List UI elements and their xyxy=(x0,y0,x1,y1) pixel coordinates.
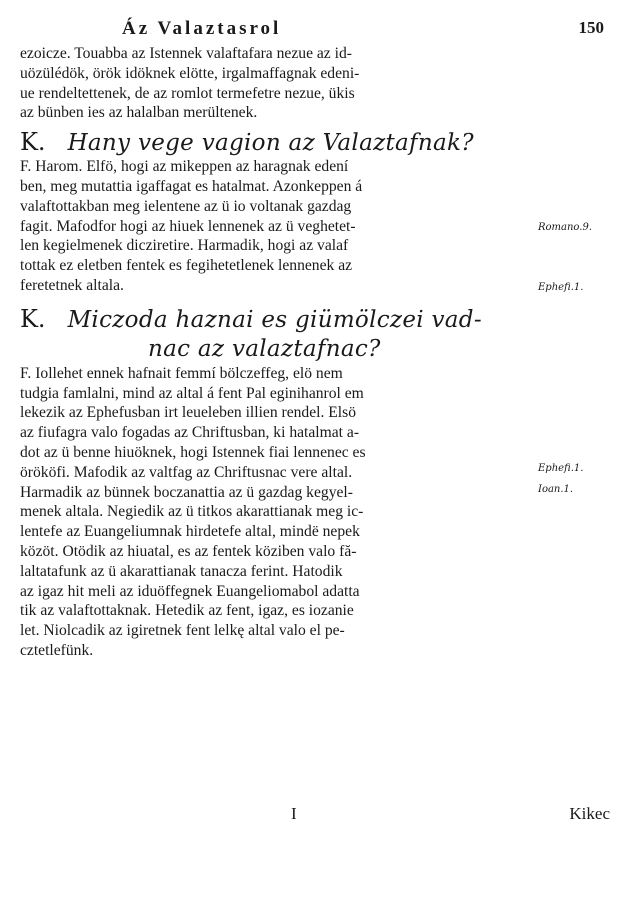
text-line: cztetlefünk. xyxy=(20,641,94,659)
text-line: F. Harom. Elfö, hogi az mikeppen az haragnak edení xyxy=(20,158,349,176)
running-head xyxy=(22,16,612,46)
text-line: len kegielmenek dicziretire. Harmadik, hogi az valaf xyxy=(20,237,349,255)
text-line: lekezik az Ephefusban irt leueleben illien rendel. Elsö xyxy=(20,404,356,422)
signature-mark: I xyxy=(291,804,297,823)
text-line: az igaz hit meli az iduöffegnek Euangeliomabol adatta xyxy=(20,582,360,600)
text-line: tottak ez eletben fentek es fegihetetlenek lennenek az xyxy=(20,257,353,275)
margin-note-ephesians: Ephefi.1. xyxy=(538,282,584,293)
text-line: közöt. Otödik az hiuatal, es az fentek köziben valo fă- xyxy=(20,542,357,560)
text-line: laltatafunk az ü akarattianak tanacza ferint. Hatodik xyxy=(20,562,343,580)
answer-paragraph-1 xyxy=(20,157,535,296)
text-line: ben, meg mutattia igaffagat es hatalmat. Azonkeppen á xyxy=(20,177,363,195)
text-line: uözülédök, örök idöknek elötte, irgalmaffagnak edeni- xyxy=(20,64,360,82)
margin-note-romans: Romano.9. xyxy=(538,222,592,233)
text-body xyxy=(20,44,535,661)
answer-paragraph-2 xyxy=(20,364,535,661)
continuation-paragraph xyxy=(20,44,535,123)
page-number: 150 xyxy=(578,18,604,37)
question-text: Miczoda haznai es giümölczei vad- xyxy=(67,306,482,333)
question-heading-1 xyxy=(20,127,535,157)
text-line: feretetnek altala. xyxy=(20,276,124,294)
text-line: az bünben ies az halalban merültenek. xyxy=(20,104,258,122)
question-text: nac az valaztafnac? xyxy=(148,335,381,362)
question-label: K. xyxy=(20,128,46,157)
text-line: let. Niolcadik az igiretnek fent lelkę altal valo el pe- xyxy=(20,622,345,640)
margin-note-ephesians: Ephefi.1. xyxy=(538,463,584,474)
question-text: Hany vege vagion az Valaztafnak? xyxy=(67,130,474,157)
page-foot xyxy=(20,804,610,828)
catchword: Kikec xyxy=(569,804,610,823)
text-line: lentefe az Euangeliumnak hirdetefe altal, mindë nepek xyxy=(20,523,360,541)
text-line: ue rendeltettenek, de az romlot termefetre nezue, ükis xyxy=(20,84,355,102)
text-line: menek altala. Negiedik az ü titkos akarattianak meg ic- xyxy=(20,503,364,521)
question-heading-2-continued xyxy=(20,334,535,364)
text-line: dot az ü benne hiuöknek, hogi Istennek fiai lennenec es xyxy=(20,443,366,461)
text-line: Harmadik az bünnek boczanattia az ü gazdag kegyel- xyxy=(20,483,353,501)
text-line: tik az valaftottaknak. Hetedik az fent, igaz, es iozanie xyxy=(20,602,354,620)
text-line: valaftottakban meg ielentene az ü io voltanak gazdag xyxy=(20,197,352,215)
question-label: K. xyxy=(20,304,46,333)
text-line: az fiufagra valo fogadas az Chriftusban, ki hatalmat a- xyxy=(20,424,360,442)
question-heading-2 xyxy=(20,304,535,334)
text-line: ezoicze. Touabba az Istennek valaftafara nezue az id- xyxy=(20,45,352,62)
text-line: F. Iollehet ennek hafnait femmí bölczeffeg, elö nem xyxy=(20,364,343,382)
running-title: Áz Valaztasrol xyxy=(122,18,282,39)
text-line: fagit. Mafodfor hogi az hiuek lennenek az ü veghetet- xyxy=(20,217,356,235)
text-line: örököfi. Mafodik az valtfag az Chriftusnac vere altal. xyxy=(20,463,353,481)
text-line: tudgia famlalni, mind az altal á fent Pal eginihanrol em xyxy=(20,384,364,402)
margin-note-john: Ioan.1. xyxy=(538,484,574,495)
